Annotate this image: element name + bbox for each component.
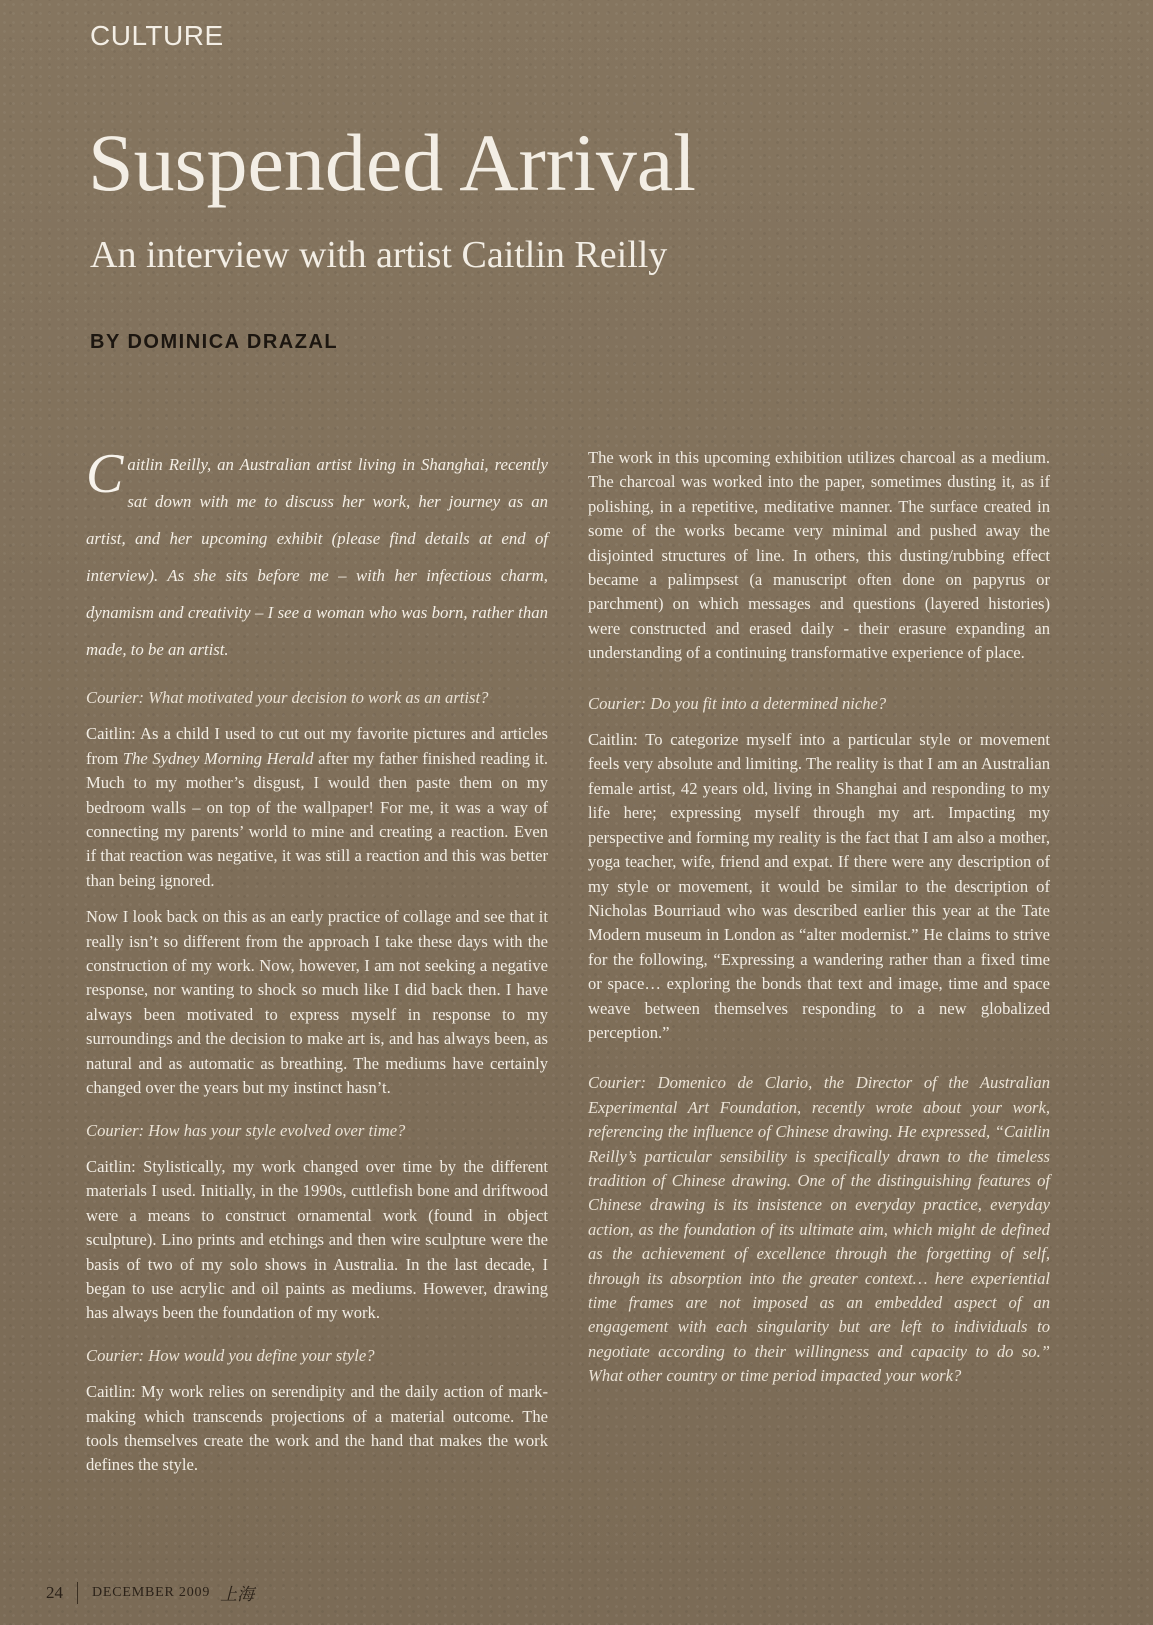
answer-text: after my father finished reading it. Much to my mother’s disgust, I would then paste them on my bedroom walls – on top of the wallpaper! For me, it was a way of connecting my parents’ world to mine and creating a reaction. Even if that reaction was negative, it was still a reaction and this was better than being ignored.: [86, 748, 548, 890]
publication-name: The Sydney Morning Herald: [122, 748, 314, 768]
question-niche: Courier: Do you fit into a determined niche?: [588, 693, 887, 713]
page-number: 24: [46, 1582, 63, 1602]
question-style-evolution: Courier: How has your style evolved over time?: [86, 1120, 406, 1140]
answer-text: Caitlin: As a child I used to cut out my favorite pictures and articles from: [86, 724, 548, 768]
left-column: [86, 443, 548, 1478]
answer-define-style: Caitlin: My work relies on serendipity and the daily action of mark-making which transcends projections of a material outcome. The tools themselves create the work and the hand that makes the work defines the style.: [86, 1382, 548, 1475]
right-column: [588, 446, 1050, 1389]
article-subtitle: An interview with artist Caitlin Reilly: [90, 234, 668, 276]
section-label: CULTURE: [90, 20, 224, 51]
answer-motivation-p2: Now I look back on this as an early practice of collage and see that it really isn’t so different from the approach I take these days with the construction of my work. Now, however, I am not seeking a negative response, nor wanting to shock so much like I did back then. I have always been motivated to express myself in response to my surroundings and the decision to make art is, and has always been, as natural and as automatic as breathing. The mediums have certainly changed over the years but my instinct hasn’t.: [86, 907, 548, 1098]
charcoal-paragraph: The work in this upcoming exhibition utilizes charcoal as a medium. The charcoal was worked into the paper, sometimes dusting it, as if polishing, in a repetitive, meditative manner. The surface created in some of the works became very minimal and pushed away the disjointed structures of line. In others, this dusting/rubbing effect became a palimpsest (a manuscript often done on papyrus or parchment) on which messages and questions (layered histories) were constructed and erased daily - their erasure expanding an understanding of a continuing transformative experience of place.: [588, 448, 1050, 663]
answer-niche: Caitlin: To categorize myself into a particular style or movement feels very absolute and limiting. The reality is that I am an Australian female artist, 42 years old, living in Shanghai and responding to my life here; expressing myself through my art. Impacting my perspective and forming my reality is the fact that I am also a mother, yoga teacher, wife, friend and expat. If there were any description of my style or movement, it would be similar to the description of Nicholas Bourriaud who was described earlier this year at the Tate Modern museum in London as “alter modernist.” He claims to strive for the following, “Expressing a wandering rather than a fixed time or space… exploring the bonds that text and image, time and space weave between themselves responding to a new globalized perception.”: [588, 730, 1050, 1042]
publication-logo: 上海: [220, 1585, 255, 1604]
question-define-style: Courier: How would you define your style?: [86, 1345, 375, 1365]
byline: BY DOMINICA DRAZAL: [90, 331, 339, 353]
issue-date: DECEMBER 2009: [92, 1584, 211, 1600]
drop-cap: C: [86, 443, 124, 505]
page-footer: [46, 1580, 254, 1605]
intro-paragraph: [86, 443, 548, 668]
answer-style-evolution: Caitlin: Stylistically, my work changed over time by the different materials I used. Initially, in the 1990s, cuttlefish bone and driftwood were a means to construct ornamental work (found in object sculpture). Lino prints and etchings and then wire sculpture were the basis of two of my solo shows in Australia. In the last decade, I began to use acrylic and oil paints as mediums. However, drawing has always been the foundation of my work.: [86, 1156, 548, 1323]
question-motivation: Courier: What motivated your decision to work as an artist?: [86, 688, 489, 707]
answer-motivation-p1: [86, 722, 548, 893]
footer-divider: [77, 1582, 78, 1604]
article-title: Suspended Arrival: [88, 117, 697, 208]
question-chinese-drawing: Courier: Domenico de Clario, the Director of the Australian Experimental Art Foundation, recently wrote about your work, referencing the influence of Chinese drawing. He expressed, “Caitlin Reilly’s particular sensibility is specifically drawn to the timeless tradition of Chinese drawing. One of the distinguishing features of Chinese drawing is its insistence on everyday practice, everyday action, as the foundation of its ultimate aim, which might de defined as the achievement of excellence through the forgetting of self, through its absorption into the greater context… here experiential time frames are not imposed as an embedded aspect of an engagement with each singularity but are left to individuals to negotiate according to their willingness and capacity to do so.” What other country or time period impacted your work?: [588, 1073, 1050, 1386]
intro-text: aitlin Reilly, an Australian artist living in Shanghai, recently sat down with me to discuss her work, her journey as an artist, and her upcoming exhibit (please find details at end of interview). As she sits before me – with her infectious charm, dynamism and creativity – I see a woman who was born, rather than made, to be an artist.: [86, 455, 548, 659]
